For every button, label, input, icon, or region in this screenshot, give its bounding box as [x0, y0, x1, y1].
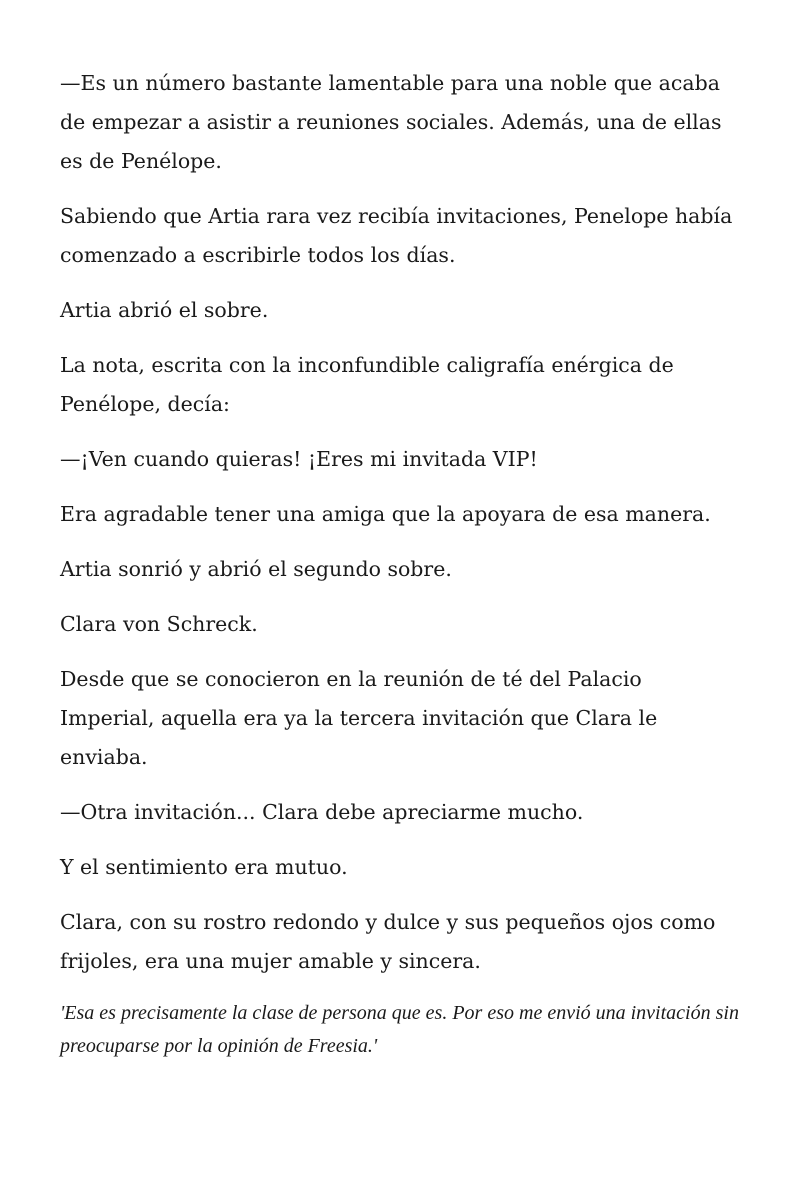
paragraph-3: Artia abrió el sobre. [60, 298, 269, 322]
paragraph-9: Desde que se conocieron en la reunión de té del Palacio Imperial, aquella era ya la tercera invitación que Clara le enviaba. [60, 667, 658, 769]
paragraph-4: La nota, escrita con la inconfundible caligrafía enérgica de Penélope, decía: [60, 353, 674, 416]
paragraph-7: Artia sonrió y abrió el segundo sobre. [60, 557, 452, 581]
paragraph-2: Sabiendo que Artia rara vez recibía invitaciones, Penelope había comenzado a escribirle todos los días. [60, 204, 733, 267]
document-page [60, 64, 740, 1063]
paragraph-5: —¡Ven cuando quieras! ¡Eres mi invitada VIP! [60, 447, 538, 471]
paragraph-8: Clara von Schreck. [60, 612, 258, 636]
inner-thought-paragraph: 'Esa es precisamente la clase de persona que es. Por eso me envió una invitación sin preocuparse por la opinión de Freesia.' [60, 1002, 739, 1057]
paragraph-12: Clara, con su rostro redondo y dulce y sus pequeños ojos como frijoles, era una mujer amable y sincera. [60, 910, 716, 973]
paragraph-10: —Otra invitación... Clara debe apreciarme mucho. [60, 800, 584, 824]
paragraph-11: Y el sentimiento era mutuo. [60, 855, 348, 879]
paragraph-1: —Es un número bastante lamentable para una noble que acaba de empezar a asistir a reuniones sociales. Además, una de ellas es de Penélope. [60, 71, 722, 173]
paragraph-6: Era agradable tener una amiga que la apoyara de esa manera. [60, 502, 711, 526]
